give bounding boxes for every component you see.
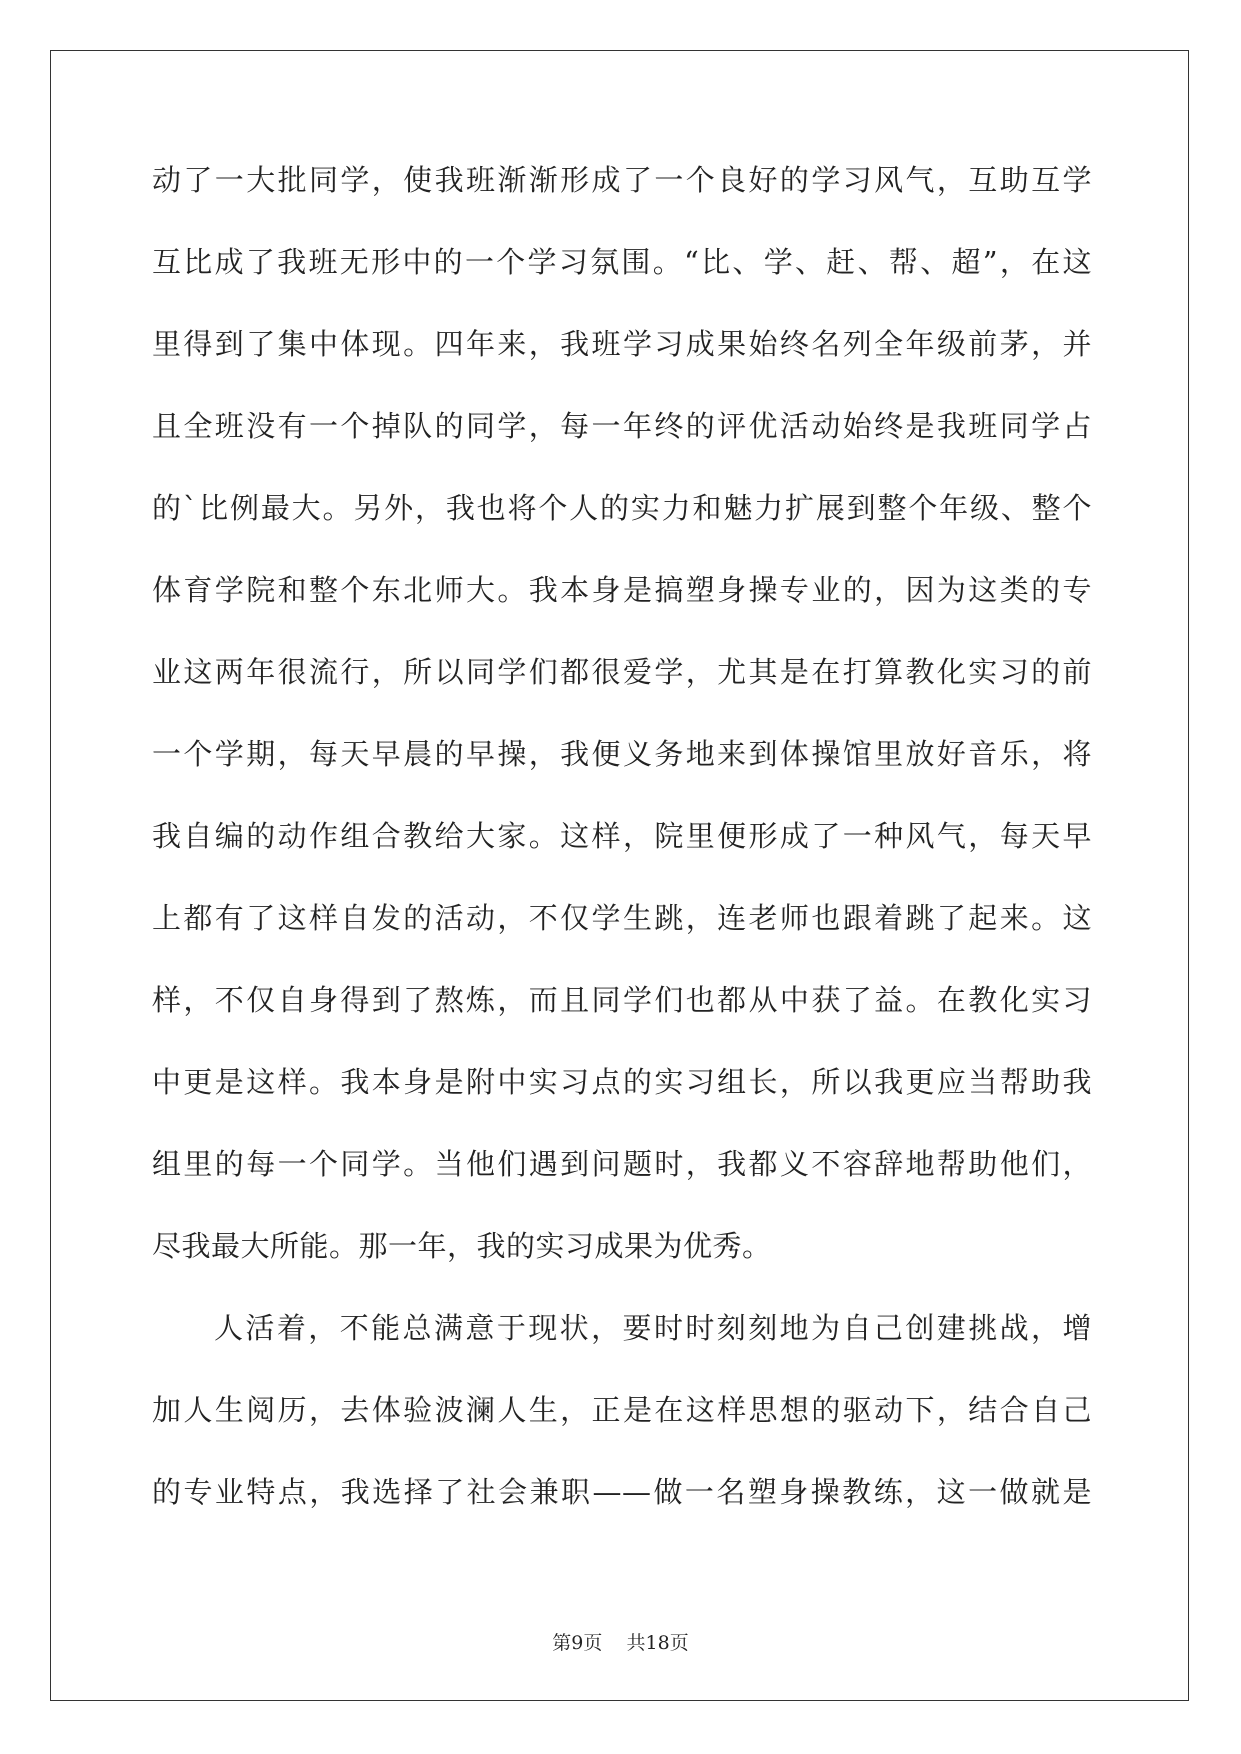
- text-line: 动了一大批同学，使我班渐渐形成了一个良好的学习风气，互助互学: [152, 163, 1092, 197]
- text-line: 互比成了我班无形中的一个学习氛围。“比、学、赶、帮、超”，在这: [152, 245, 1092, 279]
- page-number: 第9页: [552, 1632, 603, 1654]
- page-footer: [0, 1628, 1241, 1655]
- text-line: 里得到了集中体现。四年来，我班学习成果始终名列全年级前茅，并: [152, 327, 1092, 361]
- text-line: 组里的每一个同学。当他们遇到问题时，我都义不容辞地帮助他们，: [152, 1147, 1092, 1181]
- text-line: 样，不仅自身得到了熬炼，而且同学们也都从中获了益。在教化实习: [152, 983, 1092, 1017]
- text-line: 体育学院和整个东北师大。我本身是搞塑身操专业的，因为这类的专: [152, 573, 1092, 607]
- body-text: [152, 160, 1092, 1554]
- text-line: 尽我最大所能。那一年，我的实习成果为优秀。: [152, 1229, 772, 1263]
- text-line: 一个学期，每天早晨的早操，我便义务地来到体操馆里放好音乐，将: [152, 737, 1092, 771]
- text-line: 我自编的动作组合教给大家。这样，院里便形成了一种风气，每天早: [152, 819, 1092, 853]
- text-line: 上都有了这样自发的活动，不仅学生跳，连老师也跟着跳了起来。这: [152, 901, 1092, 935]
- text-line: 且全班没有一个掉队的同学，每一年终的评优活动始终是我班同学占: [152, 409, 1092, 443]
- text-line: 的专业特点，我选择了社会兼职——做一名塑身操教练，这一做就是: [152, 1475, 1092, 1509]
- paragraph-first-line: 人活着，不能总满意于现状，要时时刻刻地为自己创建挑战，增: [214, 1311, 1092, 1345]
- text-line: 业这两年很流行，所以同学们都很爱学，尤其是在打算教化实习的前: [152, 655, 1092, 689]
- text-line: 的`比例最大。另外，我也将个人的实力和魅力扩展到整个年级、整个: [152, 491, 1092, 525]
- text-line: 加人生阅历，去体验波澜人生，正是在这样思想的驱动下，结合自己: [152, 1393, 1092, 1427]
- text-line: 中更是这样。我本身是附中实习点的实习组长，所以我更应当帮助我: [152, 1065, 1092, 1099]
- total-pages: 共18页: [626, 1632, 689, 1654]
